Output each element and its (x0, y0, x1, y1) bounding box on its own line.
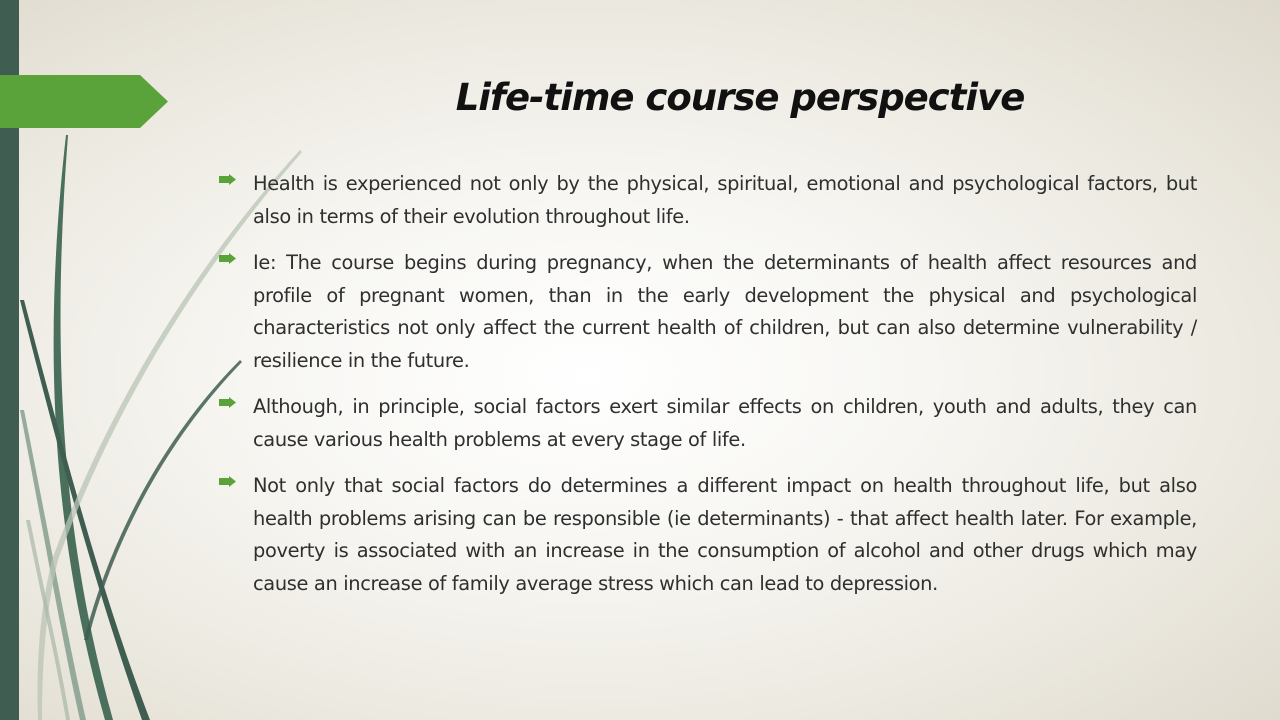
arrow-bullet-icon (219, 476, 236, 487)
bullet-item (215, 247, 1197, 377)
bullet-text: Ie: The course begins during pregnancy, when the determinants of health affect resources and profile of pregnant women, than in the early development the physical and psychological characteristics not only affect the current health of children, but can also determine vulnerability / resilience in the future. (253, 251, 1197, 372)
title-arrow-banner (0, 75, 168, 128)
arrow-bullet-icon (219, 253, 236, 264)
arrow-bullet-icon (219, 397, 236, 408)
bullet-item (215, 168, 1197, 233)
arrow-bullet-icon (219, 174, 236, 185)
bullet-text: Although, in principle, social factors exert similar effects on children, youth and adults, they can cause various health problems at every stage of life. (253, 395, 1197, 451)
bullet-list (215, 168, 1197, 614)
bullet-text: Not only that social factors do determines a different impact on health throughout life, but also health problems arising can be responsible (ie determinants) - that affect health later. For example, poverty is associated with an increase in the consumption of alcohol and other drugs which may cause an increase of family average stress which can lead to depression. (253, 474, 1197, 595)
bullet-item (215, 391, 1197, 456)
slide-title: Life-time course perspective (455, 76, 1025, 119)
bullet-text: Health is experienced not only by the physical, spiritual, emotional and psychological factors, but also in terms of their evolution throughout life. (253, 172, 1197, 228)
bullet-item (215, 470, 1197, 600)
